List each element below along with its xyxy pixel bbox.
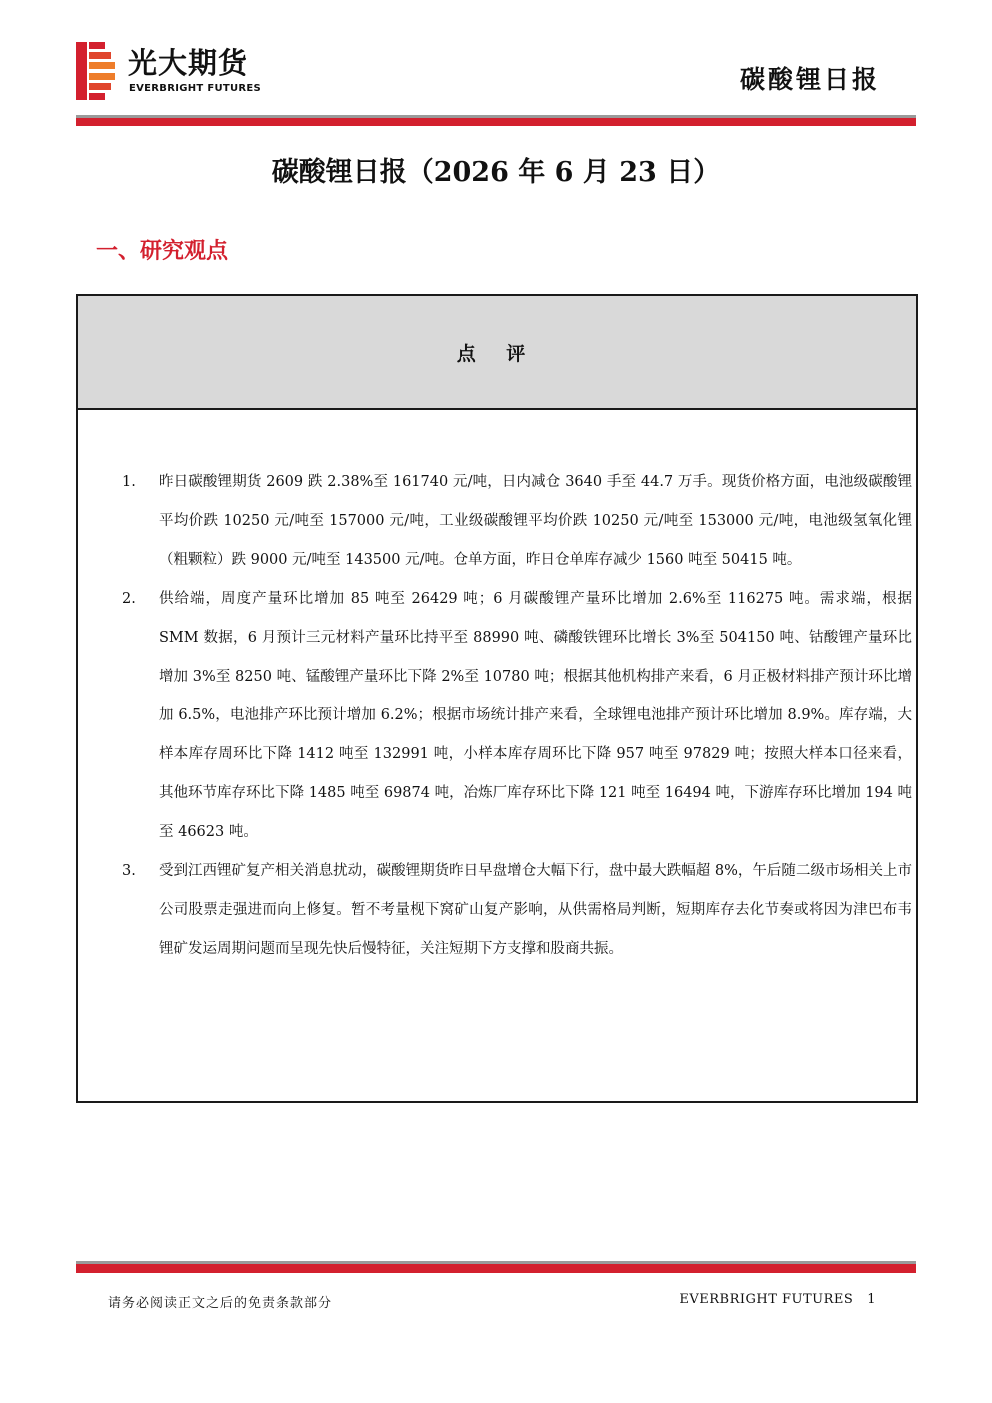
comment-box <box>76 294 918 1103</box>
comment-item <box>122 463 912 580</box>
logo-chinese-name: 光大期货 <box>128 46 249 80</box>
comment-item <box>122 852 912 969</box>
everbright-logo-icon <box>76 42 116 100</box>
footer-rule-red <box>76 1264 916 1273</box>
footer-company-page <box>679 1292 876 1307</box>
header-rule-red <box>76 118 916 126</box>
item-number: 3. <box>122 863 136 880</box>
comment-list <box>122 463 912 969</box>
logo-english-name: EVERBRIGHT FUTURES <box>129 83 262 94</box>
section-heading: 一、研究观点 <box>96 238 229 264</box>
footer-disclaimer: 请务必阅读正文之后的免责条款部分 <box>108 1296 333 1311</box>
item-text: 昨日碳酸锂期货 2609 跌 2.38%至 161740 元/吨，日内减仓 3640 手至 44.7 万手。现货价格方面，电池级碳酸锂平均价跌 10250 元/吨至 157000 元/吨，工业级碳酸锂平均价跌 10250 元/吨至 153000 元/吨，电池级氢氧化锂（粗颗粒）跌 9000 元/吨至 143500 元/吨。仓单方面，昨日仓单库存减少 1560 吨至 50415 吨。 <box>159 474 912 568</box>
comment-item <box>122 580 912 852</box>
item-number: 2. <box>122 590 136 607</box>
header-report-name: 碳酸锂日报 <box>739 65 880 94</box>
page-number: 1 <box>867 1292 876 1307</box>
company-logo <box>76 42 306 100</box>
footer-company: EVERBRIGHT FUTURES <box>679 1292 854 1307</box>
item-number: 1. <box>122 474 136 490</box>
document-title: 碳酸锂日报（2026 年 6 月 23 日） <box>271 157 721 188</box>
item-text: 受到江西锂矿复产相关消息扰动，碳酸锂期货昨日早盘增仓大幅下行，盘中最大跌幅超 8%，午后随二级市场相关上市公司股票走强进而向上修复。暂不考量枧下窝矿山复产影响，从供需格局判断，短期库存去化节奏或将因为津巴布韦锂矿发运周期问题而呈现先快后慢特征，关注短期下方支撑和股商共振。 <box>159 863 912 957</box>
comment-header: 点 评 <box>78 296 916 410</box>
item-text: 供给端，周度产量环比增加 85 吨至 26429 吨；6 月碳酸锂产量环比增加 2.6%至 116275 吨。需求端，根据 SMM 数据，6 月预计三元材料产量环比持平至 88990 吨、磷酸铁锂环比增长 3%至 504150 吨、钴酸锂产量环比增加 3%至 8250 吨、锰酸锂产量环比下降 2%至 10780 吨；根据其他机构排产来看，6 月正极材料排产预计环比增加 6.5%，电池排产环比预计增加 6.2%；根据市场统计排产来看，全球锂电池排产预计环比增加 8.9%。库存端，大样本库存周环比下降 1412 吨至 132991 吨，小样本库存周环比下降 957 吨至 97829 吨；按照大样本口径来看，其他环节库存环比下降 1485 吨至 69874 吨，冶炼厂库存环比下降 121 吨至 16494 吨，下游库存环比增加 194 吨至 46623 吨。 <box>159 590 912 841</box>
